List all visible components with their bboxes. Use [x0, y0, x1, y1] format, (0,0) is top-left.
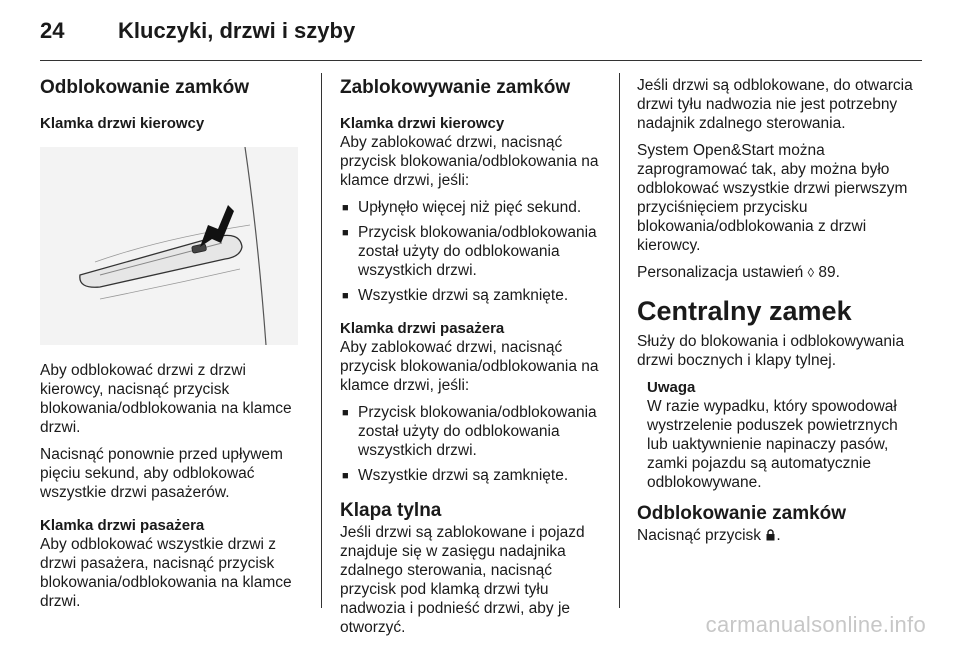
paragraph: Aby zablokować drzwi, nacisnąć przycisk blokowania/odblokowania na klamce drzwi, jeśli: [340, 339, 599, 394]
bullet-icon: ■ [342, 407, 349, 419]
subheading: Klamka drzwi kierowcy [40, 115, 205, 132]
column-divider [619, 73, 620, 608]
section-heading: Odblokowanie zamków [40, 77, 250, 98]
page-reference-link[interactable]: 89. [818, 264, 840, 281]
door-handle-drawing [40, 147, 298, 345]
paragraph: Jeśli drzwi są odblokowane, do otwarcia drzwi tyłu nadwozia nie jest potrzebny nadajnik zdalnego sterowania. [637, 77, 913, 132]
chapter-title: Kluczyki, drzwi i szyby [118, 18, 356, 43]
section-heading: Zablokowywanie zamków [340, 77, 571, 98]
padlock-icon [765, 527, 776, 539]
paragraph: Nacisnąć ponownie przed upływem pięciu sekund, aby odblokować wszystkie drzwi pasażerów. [40, 446, 283, 501]
header-rule [40, 60, 922, 61]
list-item-text: Przycisk blokowania/odblokowania został użyty do odblokowania wszystkich drzwi. [358, 224, 597, 279]
column-2 [340, 76, 608, 645]
subheading: Klamka drzwi kierowcy [340, 115, 505, 132]
bullet-icon: ■ [342, 202, 349, 214]
list-item [340, 403, 608, 460]
column-divider [321, 73, 322, 608]
paragraph: System Open&Start można zaprogramować tak, aby można było odblokować wszystkie drzwi pierwszym przyciśnięciem przycisku blokowania/odblokowania z drzwi kierowcy. [637, 142, 908, 254]
bullet-icon: ■ [342, 470, 349, 482]
bullet-list [340, 198, 608, 305]
door-handle-illustration [40, 147, 298, 345]
paragraph: Aby zablokować drzwi, nacisnąć przycisk blokowania/odblokowania na klamce drzwi, jeśli: [340, 134, 599, 189]
paragraph: Służy do blokowania i odblokowywania drzwi bocznych i klapy tylnej. [637, 333, 905, 369]
watermark: carmanualsonline.info [705, 612, 926, 637]
subheading: Klamka drzwi pasażera [40, 517, 205, 534]
paragraph: Aby odblokować drzwi z drzwi kierowcy, nacisnąć przycisk blokowania/odblokowania na klamce drzwi. [40, 362, 292, 436]
paragraph [637, 263, 917, 282]
page-reference-icon: ◊ [807, 265, 815, 280]
section-heading: Klapa tylna [340, 500, 442, 521]
section-heading: Centralny zamek [637, 296, 852, 326]
paragraph-text: Nacisnąć przycisk [637, 527, 762, 544]
list-item [340, 466, 608, 485]
list-item [340, 286, 608, 305]
note-text: W razie wypadku, który spowodował wystrzelenie poduszek powietrznych lub uaktywnienie napinaczy pasów, zamki pojazdu są automatycznie odblokowywane. [647, 398, 898, 491]
list-item [340, 198, 608, 217]
subheading: Klamka drzwi pasażera [340, 320, 505, 337]
paragraph: Aby odblokować wszystkie drzwi z drzwi pasażera, nacisnąć przycisk blokowania/odblokowania na klamce drzwi. [40, 536, 292, 610]
section-heading: Odblokowanie zamków [637, 503, 847, 524]
page-header [0, 0, 960, 70]
list-item-text: Przycisk blokowania/odblokowania został użyty do odblokowania wszystkich drzwi. [358, 404, 597, 459]
column-3 [637, 76, 917, 553]
note-box [647, 378, 917, 492]
paragraph-text: . [776, 527, 781, 544]
list-item-text: Wszystkie drzwi są zamknięte. [358, 287, 569, 304]
bullet-icon: ■ [342, 227, 349, 239]
page-number: 24 [40, 18, 65, 43]
bullet-icon: ■ [342, 290, 349, 302]
paragraph [637, 526, 917, 545]
list-item [340, 223, 608, 280]
list-item-text: Upłynęło więcej niż pięć sekund. [358, 199, 582, 216]
column-1 [40, 76, 305, 619]
paragraph: Jeśli drzwi są zablokowane i pojazd znajduje się w zasięgu nadajnika zdalnego sterowania, nacisnąć przycisk pod klamką drzwi tyłu nadwozia i podnieść drzwi, aby je otworzyć. [340, 524, 585, 636]
paragraph-text: Personalizacja ustawień [637, 264, 804, 281]
bullet-list [340, 403, 608, 485]
note-title: Uwaga [647, 379, 696, 396]
list-item-text: Wszystkie drzwi są zamknięte. [358, 467, 569, 484]
